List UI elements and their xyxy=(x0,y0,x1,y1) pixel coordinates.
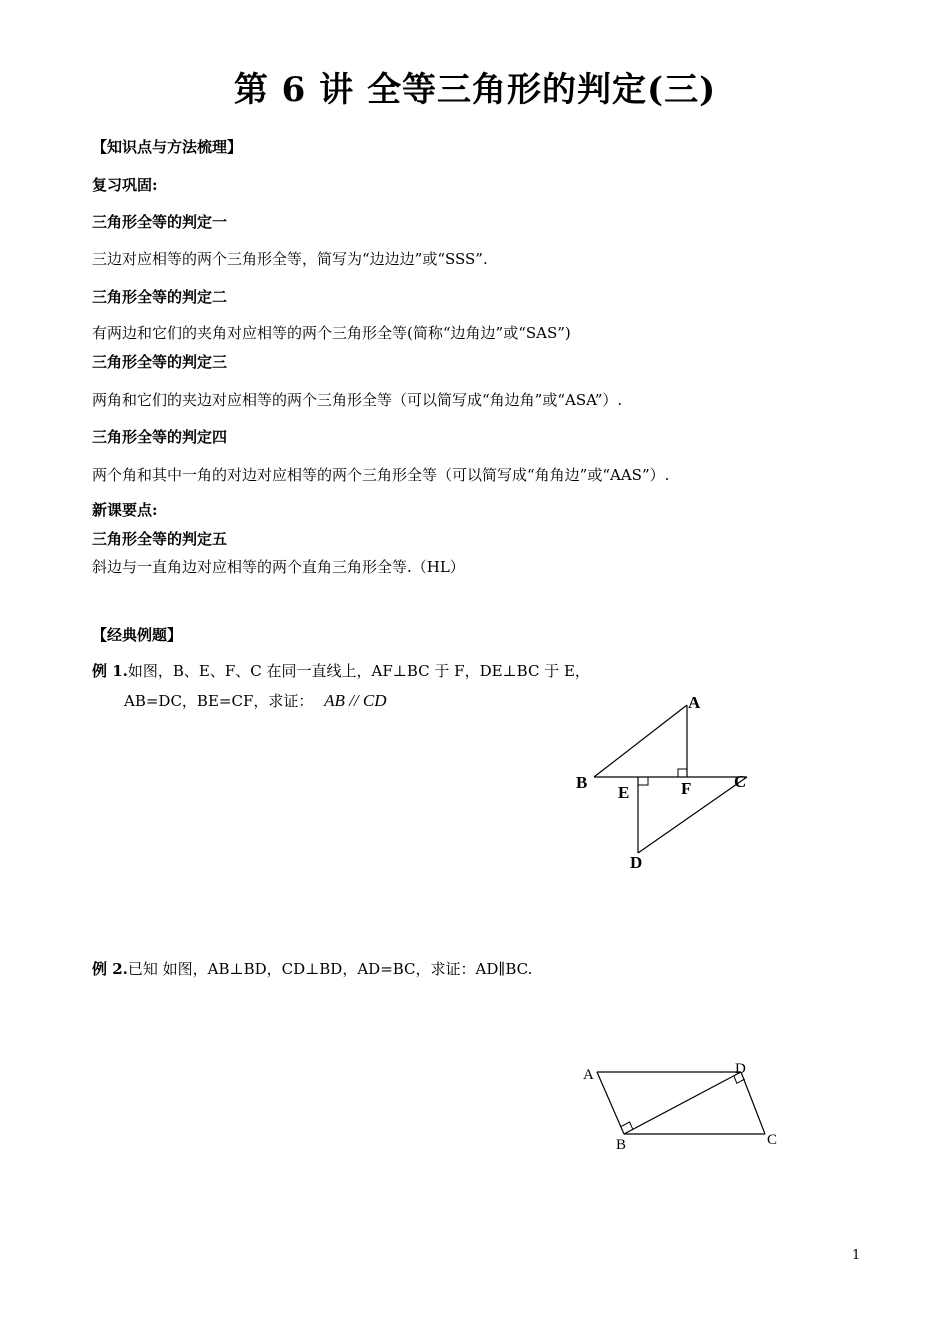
ex2-point-C: C xyxy=(767,1132,778,1148)
page-title: 第 6 讲 全等三角形的判定(三) xyxy=(233,70,717,110)
example2-text: 已知 如图，AB⊥BD，CD⊥BD，AD=BC，求证：AD∥BC. xyxy=(127,960,533,978)
example2-label: 例 2. xyxy=(92,960,128,978)
rule1-heading: 三角形全等的判定一 xyxy=(92,213,228,231)
example1-line2 xyxy=(124,690,386,711)
rule3-heading: 三角形全等的判定三 xyxy=(92,353,228,371)
rule4-text: 两个角和其中一角的对边对应相等的两个三角形全等（可以简写成“角角边”或“AAS”）. xyxy=(92,466,670,484)
ex2-point-B: B xyxy=(616,1137,627,1153)
example2-line xyxy=(92,958,532,979)
ex1-point-A: A xyxy=(688,693,701,712)
ex1-point-E: E xyxy=(618,783,630,802)
rule2-heading: 三角形全等的判定二 xyxy=(92,288,228,306)
ex1-point-D: D xyxy=(630,853,643,872)
example1-text: 如图，B、E、F、C 在同一直线上，AF⊥BC 于 F，DE⊥BC 于 E， xyxy=(127,662,590,680)
example1-figure xyxy=(560,688,760,878)
page-number: 1 xyxy=(852,1248,861,1263)
rule3-text: 两角和它们的夹边对应相等的两个三角形全等（可以简写成“角边角”或“ASA”）. xyxy=(92,391,623,409)
section-knowledge-heading: 【知识点与方法梳理】 xyxy=(92,138,243,156)
example1-text2: AB=DC，BE=CF，求证： xyxy=(124,692,314,710)
ex1-point-C: C xyxy=(734,772,747,791)
rule5-heading: 三角形全等的判定五 xyxy=(92,530,228,548)
section-examples-heading: 【经典例题】 xyxy=(92,626,183,644)
ex1-point-B: B xyxy=(576,773,588,792)
example1-label: 例 1. xyxy=(92,662,128,680)
rule4-heading: 三角形全等的判定四 xyxy=(92,428,228,446)
rule5-text: 斜边与一直角边对应相等的两个直角三角形全等.（HL） xyxy=(92,558,465,576)
ex2-point-A: A xyxy=(583,1067,594,1083)
review-heading: 复习巩固: xyxy=(92,176,158,194)
new-points-heading: 新课要点: xyxy=(92,501,158,519)
rule1-text: 三边对应相等的两个三角形全等，简写为“边边边”或“SSS”. xyxy=(92,250,488,268)
ex1-point-F: F xyxy=(681,779,692,798)
example1-goal: AB // CD xyxy=(324,691,387,710)
ex2-point-D: D xyxy=(735,1061,746,1077)
rule2-text: 有两边和它们的夹角对应相等的两个三角形全等(简称“边角边”或“SAS”) xyxy=(92,324,571,342)
example1-line1 xyxy=(92,660,590,681)
example2-figure xyxy=(570,1055,790,1160)
